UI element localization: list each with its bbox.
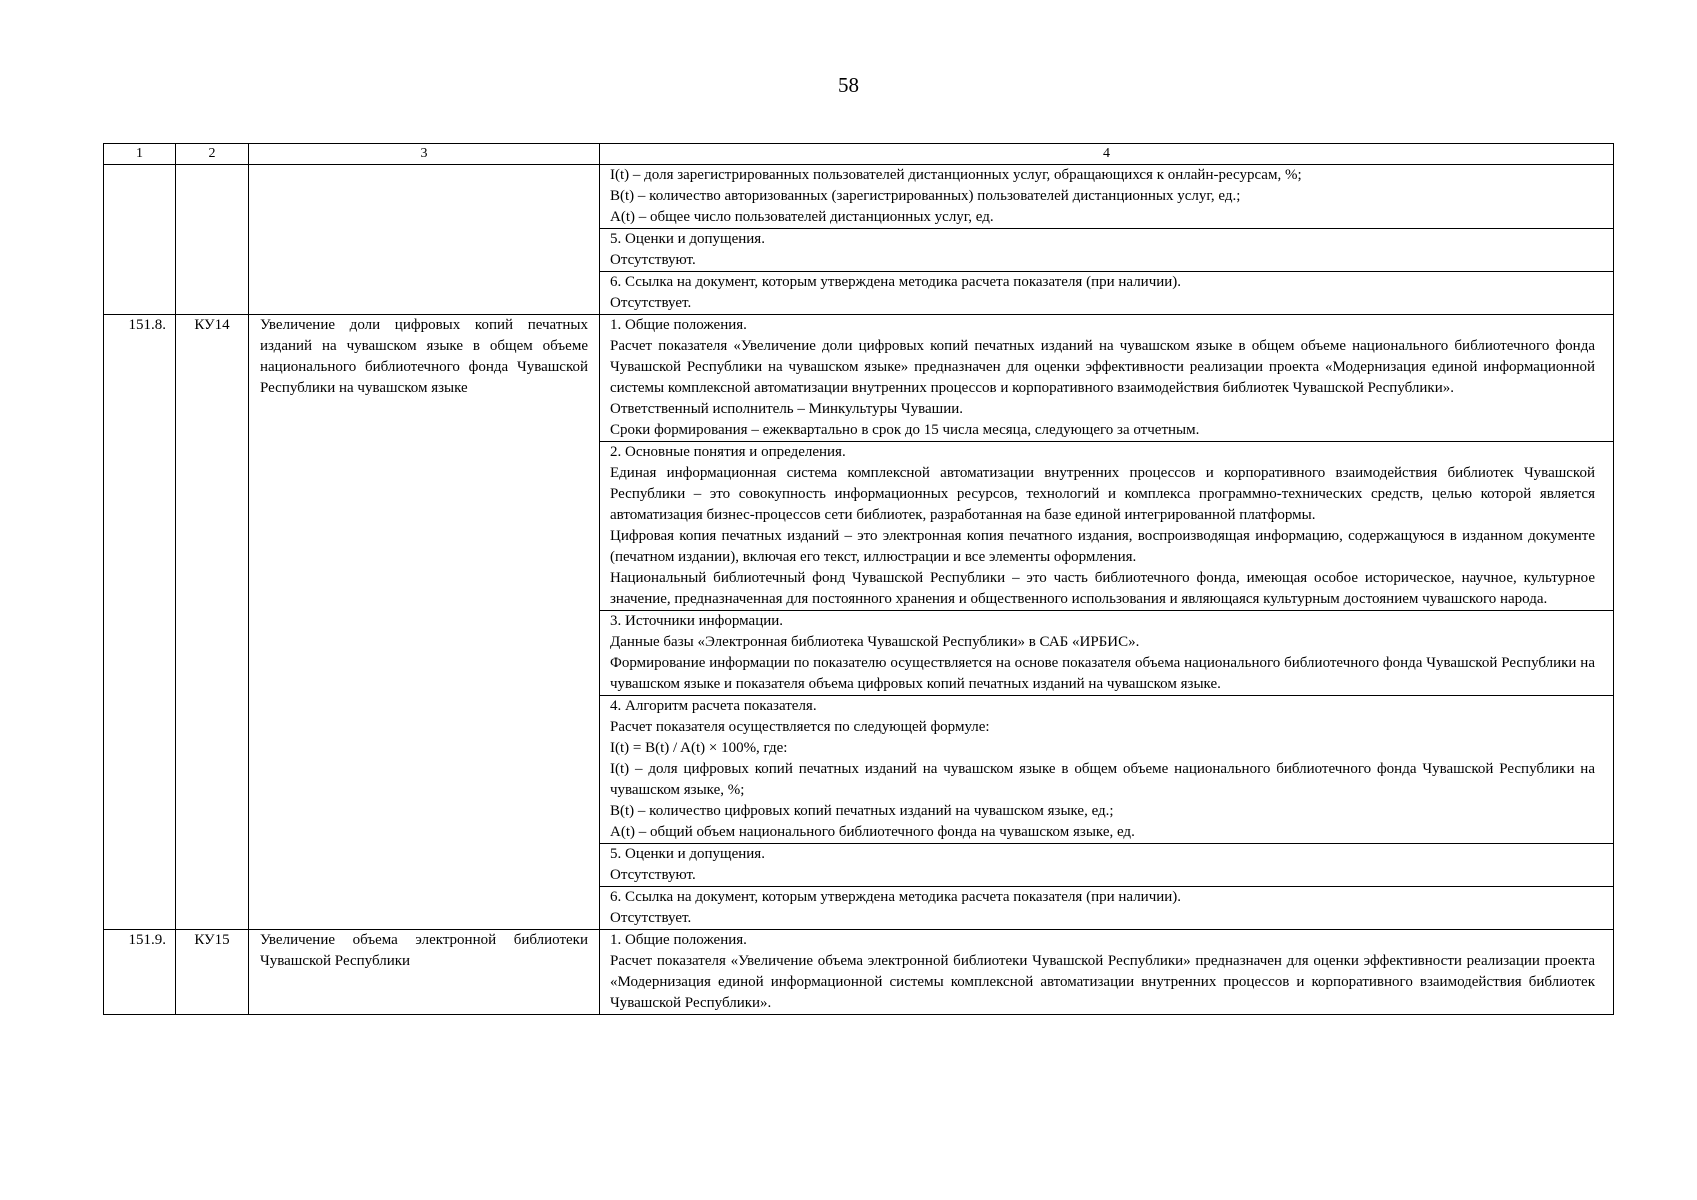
variable-definition: A(t) – общий объем национального библиотечного фонда на чувашском языке, ед. [610,824,1135,840]
indicator-name: Увеличение объема электронной библиотеки Чувашской Республики [249,930,600,1015]
section-paragraph: Формирование информации по показателю осуществляется на основе показателя объема национального библиотечного фонда Чувашской Республики на чувашском языке и показателя объема цифровых копий печатных изданий на чувашском языке. [610,655,1595,692]
assumptions-section [600,844,1614,887]
variable-definition: B(t) – количество авторизованных (зарегистрированных) пользователей дистанционных услуг, ед.; [610,188,1241,204]
indicator-number: 151.9. [104,930,176,1015]
section-title: 3. Источники информации. [610,613,784,629]
page-number: 58 [838,73,859,97]
section-paragraph: Единая информационная система комплексной автоматизации внутренних процессов и корпоративного взаимодействия библиотек Чувашской Республики – это совокупность информационных ресурсов, технологий и комплекса программно-технических средств, целью которой является автоматизация бизнес-процессов сети библиотек, разработанная на базе единой интегрированной платформы. [610,465,1595,523]
section-paragraph: Расчет показателя «Увеличение объема электронной библиотеки Чувашской Республики» предназначен для оценки эффективности реализации проекта «Модернизация единой информационной системы комплексной автоматизации внутренних процессов и корпоративного взаимодействия библиотек Чувашской Республики». [610,953,1595,1011]
section-text: Отсутствуют. [610,252,696,268]
section-paragraph: Цифровая копия печатных изданий – это электронная копия печатного издания, воспроизводящая информацию, содержащуюся в изданном документе (печатном издании), включая его текст, иллюстрации и все элементы оформления. [610,528,1595,565]
variable-definition: B(t) – количество цифровых копий печатных изданий на чувашском языке, ед.; [610,803,1114,819]
section-title: 1. Общие положения. [610,932,747,948]
section-text: Отсутствует. [610,910,692,926]
section-title: 1. Общие положения. [610,317,747,333]
indicator-code: КУ15 [176,930,249,1015]
document-link-section [600,887,1614,930]
indicator-code: КУ14 [176,315,249,930]
section-paragraph: Расчет показателя «Увеличение доли цифровых копий печатных изданий на чувашском языке в общем объеме национального библиотечного фонда Чувашской Республики на чувашском языке» предназначен для оценки эффективности реализации проекта «Модернизация единой информационной системы комплексной автоматизации внутренних процессов и корпоративного взаимодействия библиотек Чувашской Республики». [610,338,1595,396]
variable-definition: I(t) – доля цифровых копий печатных изданий на чувашском языке в общем объеме национального библиотечного фонда Чувашской Республики на чувашском языке, %; [610,761,1595,798]
section-paragraph: Сроки формирования – ежеквартально в срок до 15 числа месяца, следующего за отчетным. [610,422,1200,438]
section-paragraph: Национальный библиотечный фонд Чувашской Республики – это часть библиотечного фонда, имеющая особое историческое, научное, культурное значение, предназначенная для постоянного хранения и общественного использования и являющаяся культурным достоянием чувашского народа. [610,570,1595,607]
definitions-section [600,442,1614,611]
section-title: 2. Основные понятия и определения. [610,444,846,460]
column-number-row [104,144,1614,165]
continuation-document-link-section [600,272,1614,315]
indicator-row-151-9 [104,930,1614,1015]
calculation-algorithm-section [600,696,1614,844]
general-provisions-section [600,315,1614,442]
section-paragraph: Ответственный исполнитель – Минкультуры Чувашии. [610,401,964,417]
general-provisions-section [600,930,1614,1015]
column-header-1: 1 [104,144,176,165]
indicator-table [103,143,1614,1015]
section-title: 4. Алгоритм расчета показателя. [610,698,817,714]
section-paragraph: Расчет показателя осуществляется по следующей формуле: [610,719,990,735]
continuation-assumptions-section [600,229,1614,272]
section-paragraph: Данные базы «Электронная библиотека Чувашской Республики» в САБ «ИРБИС». [610,634,1140,650]
variable-definition: A(t) – общее число пользователей дистанционных услуг, ед. [610,209,994,225]
information-sources-section [600,611,1614,696]
indicator-name: Увеличение доли цифровых копий печатных изданий на чувашском языке в общем объеме национального библиотечного фонда Чувашской Республики на чувашском языке [249,315,600,930]
section-text: Отсутствует. [610,295,692,311]
indicator-number: 151.8. [104,315,176,930]
section-title: 5. Оценки и допущения. [610,231,765,247]
continuation-variables-section [600,165,1614,229]
column-header-2: 2 [176,144,249,165]
column-header-4: 4 [600,144,1614,165]
indicator-row-151-8 [104,315,1614,442]
column-header-3: 3 [249,144,600,165]
variable-definition: I(t) – доля зарегистрированных пользователей дистанционных услуг, обращающихся к онлайн-ресурсам, %; [610,167,1302,183]
formula: I(t) = B(t) / A(t) × 100%, где: [610,740,788,756]
continuation-row [104,165,1614,229]
section-title: 6. Ссылка на документ, которым утверждена методика расчета показателя (при наличии). [610,274,1182,290]
section-title: 5. Оценки и допущения. [610,846,765,862]
section-text: Отсутствуют. [610,867,696,883]
section-title: 6. Ссылка на документ, которым утверждена методика расчета показателя (при наличии). [610,889,1182,905]
